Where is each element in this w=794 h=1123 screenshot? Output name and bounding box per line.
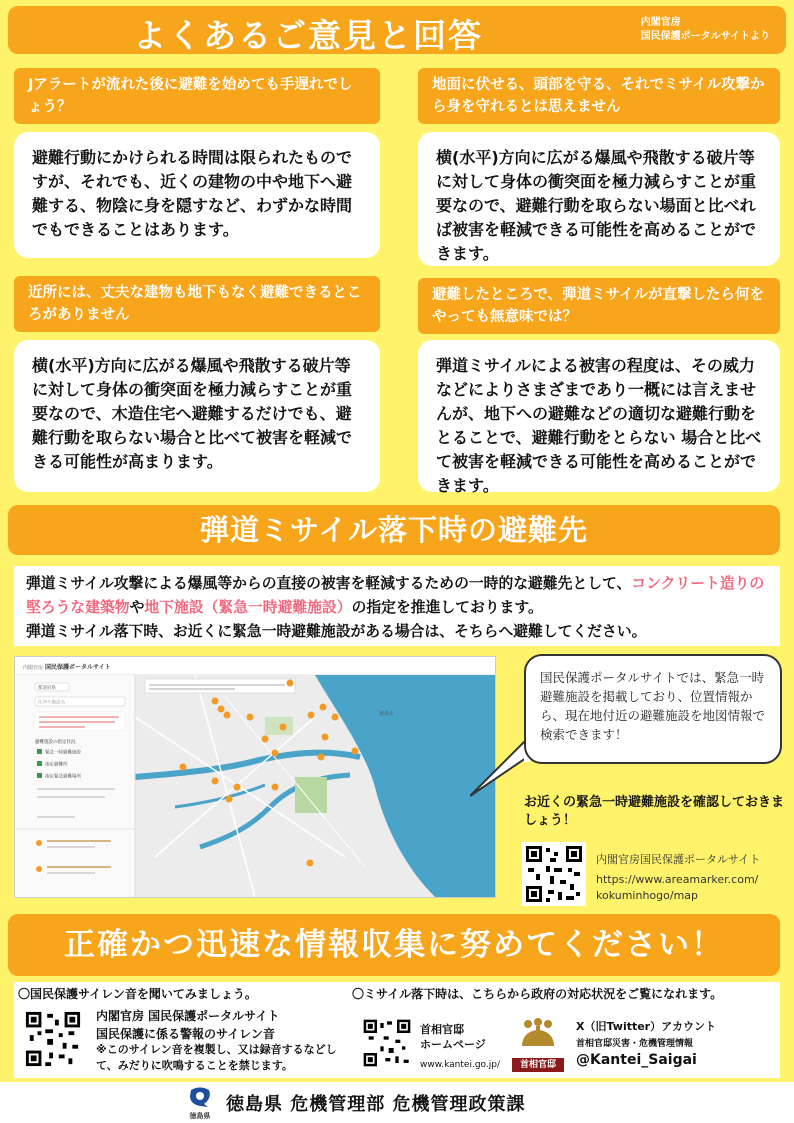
portal-info-bubble	[524, 654, 782, 764]
qr-code-icon	[524, 844, 584, 904]
shelter-text-part3: の指定を推進しております。	[351, 599, 543, 616]
map-city-label: 徳島市	[379, 711, 395, 717]
answer-2: 横(水平)方向に広がる爆風や飛散する破片等に対して身体の衝突面を極力減らすことが重要なので、避難行動を取らない場面と比べれば被害を軽減できる可能性を高めることができます。	[418, 132, 780, 266]
map-legend-title: 避難施設の指定状況	[35, 740, 76, 745]
shelter-text-line3: 弾道ミサイル落下時、お近くに緊急一時避難施設がある場合は、そちらへ避難してください。	[26, 623, 647, 640]
resources-panel	[14, 982, 780, 1078]
info-section-header	[8, 914, 780, 976]
map-site-name: 国民保護ポータルサイト	[45, 664, 111, 671]
source-line-1: 内閣官房	[640, 17, 681, 28]
x-account-label: X（旧Twitter）アカウント	[576, 1020, 716, 1033]
portal-map-screenshot	[14, 656, 496, 898]
kantei-seal-label: 首相官邸	[512, 1058, 564, 1072]
map-search-placeholder: 住所や施設名	[38, 700, 65, 706]
map-legend-item-1: 緊急一時避難施設	[45, 750, 81, 756]
map-select-label: 都道府県	[38, 686, 56, 691]
answer-1: 避難行動にかけられる時間は限られたものですが、それでも、近くの建物の中や地下へ避難する、物陰に身を隠すなど、わずかな時間でもできることはあります。	[14, 132, 380, 258]
kantei-homepage-label[interactable]	[420, 1022, 500, 1073]
kantei-qr-code[interactable]	[360, 1016, 414, 1070]
organization-name: 徳島県 危機管理部 危機管理政策課	[226, 1094, 526, 1115]
footer	[0, 1082, 794, 1123]
shelter-text-part1: 弾道ミサイル攻撃による爆風等からの直接の被害を軽減するための一時的な避難先として、	[26, 575, 632, 592]
siren-note: ※このサイレン音を複製し、又は録音するなどして、みだりに吹鳴することを禁じます。	[96, 1043, 337, 1072]
map-legend-item-2: 指定避難所	[45, 762, 68, 768]
map-illustration	[15, 657, 495, 897]
paulownia-crest-icon	[512, 1016, 564, 1052]
shelter-description	[14, 566, 780, 646]
bubble-pointer	[470, 700, 530, 840]
logo-caption: 徳島県	[189, 1112, 211, 1120]
kantei-seal-logo	[512, 1016, 564, 1068]
qr-code-icon	[24, 1010, 82, 1068]
kantei-label-2: ホームページ	[420, 1038, 486, 1051]
shelter-section-header	[8, 505, 780, 555]
shelter-highlight-underground: 地下施設（緊急一時避難施設）	[144, 599, 352, 616]
shelter-text-part2: や	[129, 599, 145, 616]
question-4: 避難したところで、弾道ミサイルが直撃したら何をやっても無意味では？	[418, 278, 780, 334]
source-line-2: 国民保護ポータルサイトより	[640, 31, 770, 42]
page-header	[8, 6, 786, 54]
map-site-info	[596, 852, 760, 904]
map-qr-code[interactable]	[522, 842, 586, 906]
kantei-label-1: 首相官邸	[420, 1023, 464, 1036]
shelter-highlight-concrete: コンクリート造りの堅ろうな建築物	[26, 575, 765, 616]
page-title: よくあるご意見と回答	[133, 16, 483, 55]
source-credit	[641, 16, 770, 44]
question-3: 近所には、丈夫な建物も地下もなく避難できるところがありません	[14, 276, 380, 332]
info-title: 正確かつ迅速な情報収集に努めてください！	[64, 927, 724, 963]
answer-3: 横(水平)方向に広がる爆風や飛散する破片等に対して身体の衝突面を極力減らすことが重要なので、木造住宅へ避難するだけでも、避難行動を取らない場合と比べて被害を軽減できる可能性が高まります。	[14, 340, 380, 492]
siren-site-name[interactable]: 内閣官房 国民保護ポータルサイト	[96, 1009, 280, 1023]
question-2: 地面に伏せる、頭部を守る、それでミサイル攻撃から身を守れるとは思えません	[418, 68, 780, 124]
map-site-url-1[interactable]: https://www.areamarker.com/	[596, 873, 759, 886]
map-site-url-2[interactable]: kokuminhogo/map	[596, 889, 699, 902]
x-account-subtitle: 首相官邸災害・危機管理情報	[576, 1039, 694, 1049]
siren-heading: 〇国民保護サイレン音を聞いてみましょう。	[18, 987, 257, 1001]
qr-code-icon	[362, 1018, 412, 1068]
x-account-handle[interactable]: @Kantei_Saigai	[576, 1052, 697, 1068]
government-heading: 〇ミサイル落下時は、こちらから政府の対応状況をご覧になれます。	[352, 987, 723, 1001]
map-site-label: 内閣官房	[23, 665, 44, 671]
kantei-url[interactable]: www.kantei.go.jp/	[420, 1060, 500, 1070]
map-site-name: 内閣官房国民保護ポータルサイト	[596, 853, 761, 866]
answer-4: 弾道ミサイルによる被害の程度は、その威力などによりさまざまであり一概には言えませんが、地下への避難などの適切な避難行動をとることで、避難行動をとらない 場合と比べて被害を軽減できる可能性を高めることができます。	[418, 340, 780, 492]
tokushima-logo	[186, 1086, 214, 1120]
question-1: Jアラートが流れた後に避難を始めても手遅れでしょう？	[14, 68, 380, 124]
bubble-text: 国民保護ポータルサイトでは、緊急一時避難施設を掲載しており、位置情報から、現在地付近の避難施設を地図情報で検索できます！	[540, 670, 766, 742]
siren-description: 国民保護に係る警報のサイレン音	[96, 1027, 275, 1041]
siren-qr-code[interactable]	[22, 1008, 84, 1070]
shelter-title: 弾道ミサイル落下時の避難先	[200, 513, 588, 547]
check-shelter-message: お近くの緊急一時避難施設を確認しておきましょう！	[524, 795, 785, 828]
tokushima-emblem-icon	[188, 1086, 212, 1108]
map-legend-item-3: 指定緊急避難場所	[45, 774, 81, 780]
